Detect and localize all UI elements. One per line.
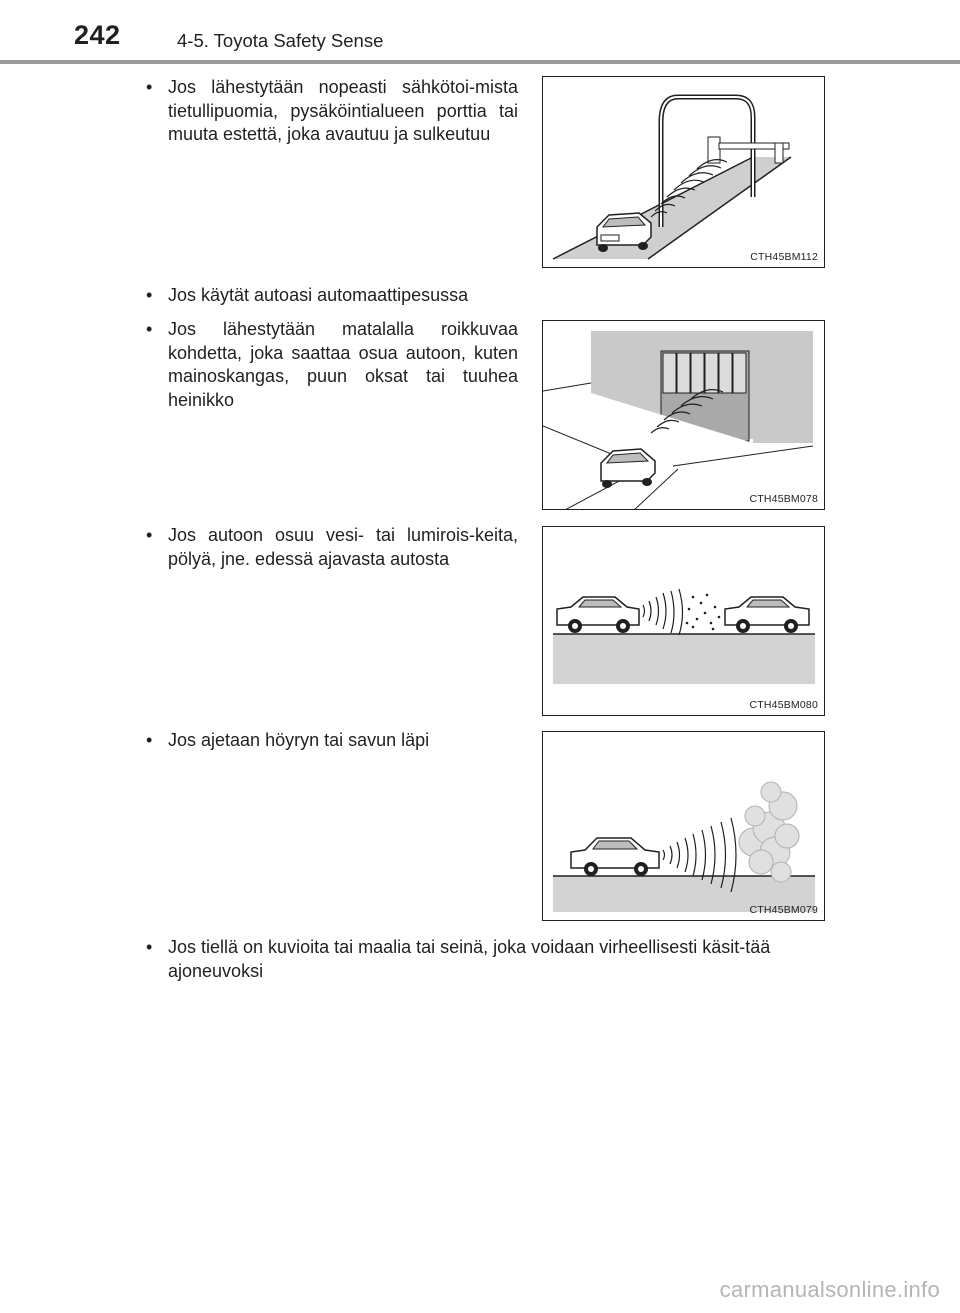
bullet-text: Jos ajetaan höyryn tai savun läpi (168, 730, 430, 750)
bullet-dot: • (146, 937, 153, 957)
footer-watermark: carmanualsonline.info (719, 1277, 940, 1302)
bullet-dot: • (146, 319, 153, 339)
bullet-item (146, 729, 518, 753)
figure-code: CTH45BM078 (749, 493, 818, 505)
figure-spray (542, 526, 825, 716)
page-number: 242 (74, 20, 121, 50)
figure-code: CTH45BM112 (750, 251, 818, 263)
figure-hanging-object (542, 320, 825, 510)
bullet-item (146, 936, 846, 983)
spray-illustration (543, 527, 825, 716)
bullet-dot: • (146, 77, 153, 97)
bullet-dot: • (146, 285, 153, 305)
bullet-item (146, 524, 518, 571)
figure-smoke (542, 731, 825, 921)
bullet-text: Jos lähestytään nopeasti sähkötoi-mista tietullipuomia, pysäköintialueen porttia tai muuta estettä, joka avautuu ja sulkeutuu (168, 77, 518, 144)
bullet-dot: • (146, 730, 153, 750)
header-rule (0, 60, 960, 64)
figure-code: CTH45BM079 (749, 904, 818, 916)
smoke-illustration (543, 732, 825, 921)
bullet-item (146, 318, 518, 412)
bullet-item (146, 284, 518, 308)
section-title: 4-5. Toyota Safety Sense (177, 30, 384, 51)
bullet-text: Jos autoon osuu vesi- tai lumirois-keita, pölyä, jne. edessä ajavasta autosta (168, 525, 518, 569)
bullet-text: Jos käytät autoasi automaattipesussa (168, 285, 469, 305)
bullet-item (146, 76, 518, 147)
figure-toll-gate (542, 76, 825, 268)
toll-gate-illustration (543, 77, 825, 268)
figure-code: CTH45BM080 (749, 699, 818, 711)
bullet-text: Jos lähestytään matalalla roikkuvaa kohdetta, joka saattaa osua autoon, kuten mainoskangas, puun oksat tai tuuhea heinikko (168, 319, 518, 410)
bullet-text: Jos tiellä on kuvioita tai maalia tai seinä, joka voidaan virheellisesti käsit-tää ajoneuvoksi (168, 937, 771, 981)
bullet-dot: • (146, 525, 153, 545)
hanging-object-illustration (543, 321, 825, 510)
